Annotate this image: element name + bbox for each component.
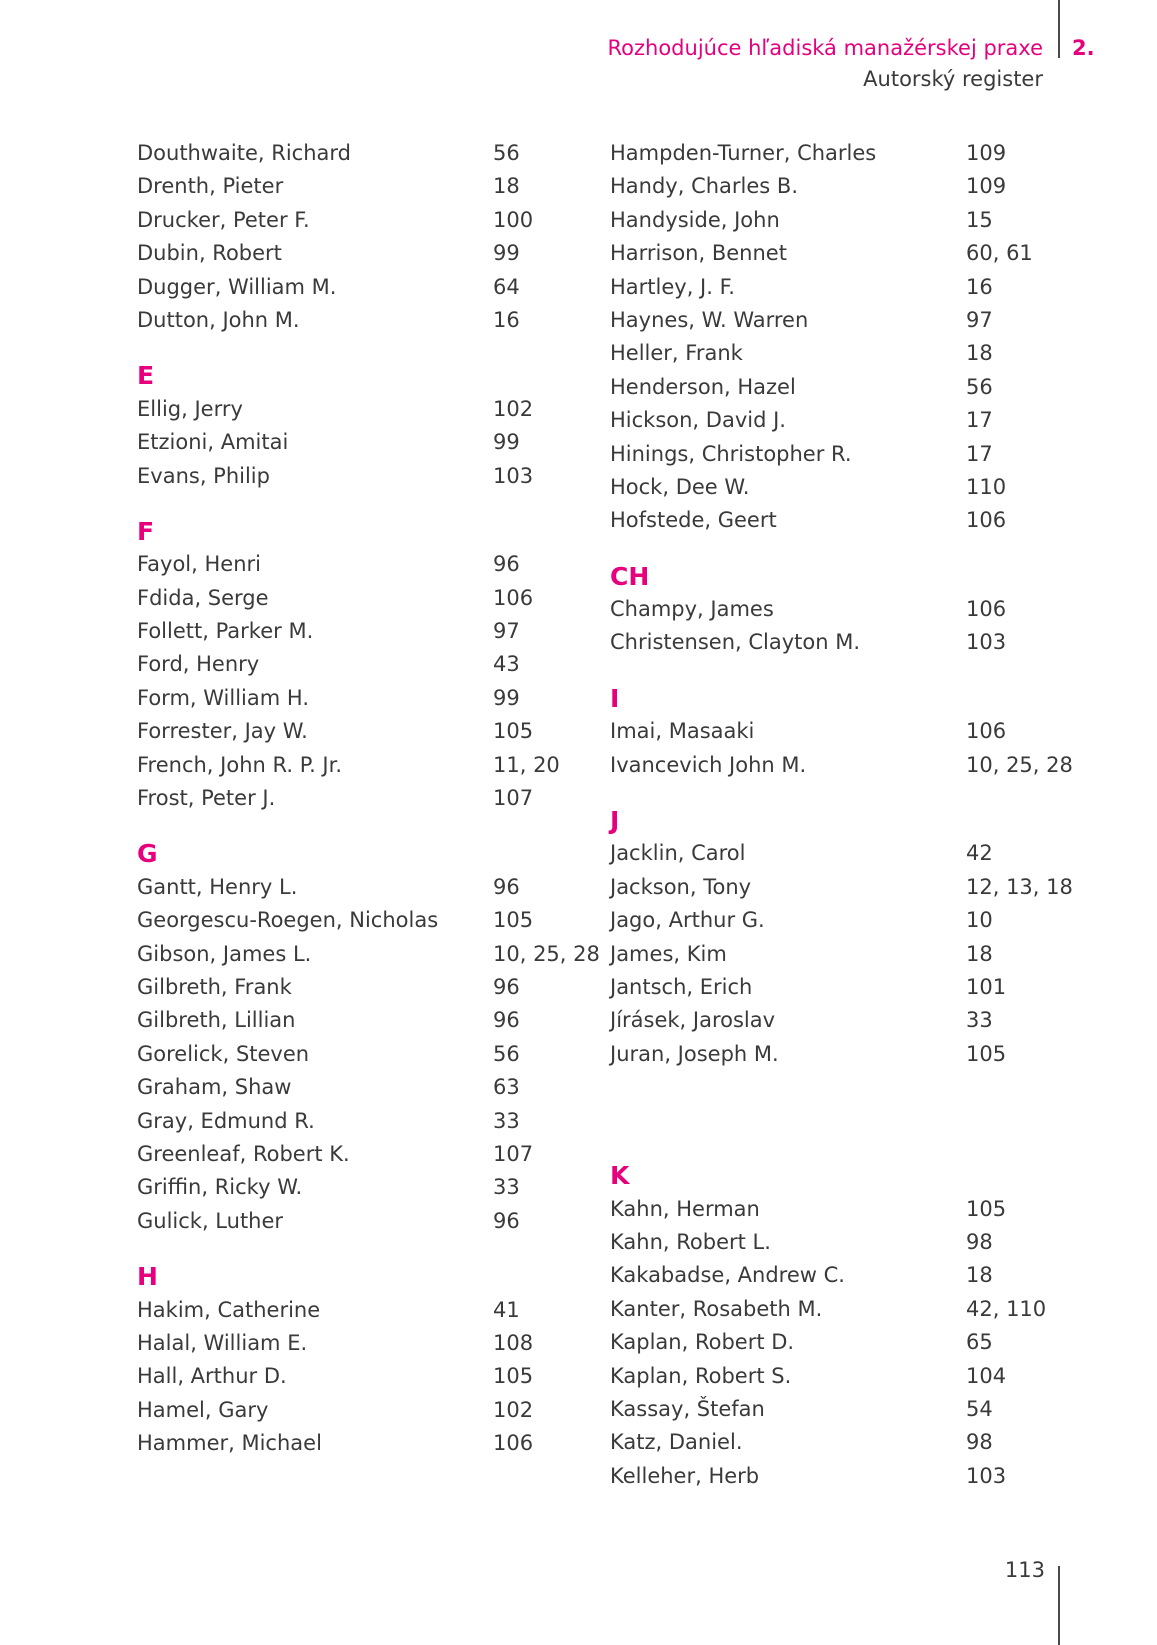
author-name: Hamel, Gary	[137, 1397, 269, 1422]
index-entry	[137, 615, 607, 648]
index-entry	[137, 204, 607, 237]
author-name: Georgescu-Roegen, Nicholas	[137, 908, 439, 933]
index-section-letter: I	[610, 683, 620, 713]
author-name: Champy, James	[610, 597, 774, 622]
section-spacer	[137, 337, 607, 359]
section-spacer	[610, 538, 1080, 560]
author-name: Drenth, Pieter	[137, 174, 284, 199]
index-entry	[610, 271, 1080, 304]
index-entry	[137, 1294, 607, 1327]
page-references: 101	[966, 974, 1007, 999]
author-name: Jackson, Tony	[610, 874, 752, 899]
page-references: 65	[966, 1330, 993, 1355]
index-section-letter: CH	[610, 561, 650, 591]
index-column-right	[610, 137, 1080, 1493]
page-references: 33	[493, 1108, 520, 1133]
page-references: 10	[966, 908, 993, 933]
index-section-letter: H	[137, 1262, 158, 1292]
author-name: Jago, Arthur G.	[610, 908, 765, 933]
page-references: 16	[966, 274, 993, 299]
author-name: Kaplan, Robert D.	[610, 1330, 795, 1355]
index-entry	[137, 1394, 607, 1427]
page-references: 96	[493, 1208, 520, 1233]
index-entry	[137, 904, 607, 937]
author-name: Kassay, Štefan	[610, 1396, 765, 1421]
author-name: Haynes, W. Warren	[610, 307, 809, 332]
index-entry	[610, 904, 1080, 937]
page-references: 105	[966, 1041, 1007, 1066]
index-entry	[137, 1138, 607, 1171]
page-references: 102	[493, 1397, 534, 1422]
page-references: 42	[966, 841, 993, 866]
author-name: Dubin, Robert	[137, 241, 282, 266]
index-entry	[137, 304, 607, 337]
page-references: 64	[493, 274, 520, 299]
author-name: Follett, Parker M.	[137, 619, 314, 644]
section-spacer	[610, 782, 1080, 804]
page-references: 18	[966, 941, 993, 966]
page-references: 97	[966, 307, 993, 332]
running-header-title: Rozhodujúce hľadiská manažérskej praxe	[607, 36, 1043, 60]
page-references: 99	[493, 685, 520, 710]
index-entry	[610, 204, 1080, 237]
index-entry	[137, 715, 607, 748]
author-name: Imai, Masaaki	[610, 719, 755, 744]
page-references: 17	[966, 441, 993, 466]
index-entry	[137, 1038, 607, 1071]
page-references: 33	[966, 1008, 993, 1033]
index-entry	[610, 237, 1080, 270]
index-section-letter: G	[137, 839, 158, 869]
author-name: Form, William H.	[137, 685, 309, 710]
author-name: Fdida, Serge	[137, 585, 269, 610]
page-references: 106	[493, 1431, 534, 1456]
index-entry	[610, 1004, 1080, 1037]
page-references: 105	[493, 719, 534, 744]
author-name: Jírásek, Jaroslav	[610, 1008, 776, 1033]
page-references: 110	[966, 474, 1007, 499]
page-references: 106	[966, 508, 1007, 533]
author-name: Dutton, John M.	[137, 307, 300, 332]
author-name: Ford, Henry	[137, 652, 260, 677]
index-entry	[137, 426, 607, 459]
page-references: 100	[493, 207, 534, 232]
index-entry	[610, 504, 1080, 537]
author-name: Graham, Shaw	[137, 1075, 292, 1100]
index-entry	[610, 938, 1080, 971]
page-references: 15	[966, 207, 993, 232]
page-references: 106	[966, 597, 1007, 622]
index-entry	[610, 438, 1080, 471]
page-references: 108	[493, 1330, 534, 1355]
author-name: Greenleaf, Robert K.	[137, 1141, 350, 1166]
section-spacer	[137, 815, 607, 837]
index-entry	[610, 715, 1080, 748]
index-entry	[610, 1393, 1080, 1426]
author-name: Ellig, Jerry	[137, 396, 243, 421]
author-name: Hall, Arthur D.	[137, 1364, 287, 1389]
author-name: Jantsch, Erich	[610, 974, 753, 999]
page-references: 103	[966, 630, 1007, 655]
index-entry	[610, 1226, 1080, 1259]
page-references: 96	[493, 874, 520, 899]
page-references: 97	[493, 619, 520, 644]
page-references: 41	[493, 1297, 520, 1322]
index-entry	[610, 1038, 1080, 1071]
page-references: 60, 61	[966, 241, 1033, 266]
header-divider-rule	[1058, 0, 1060, 58]
index-entry	[137, 1360, 607, 1393]
author-name: James, Kim	[610, 941, 727, 966]
page-references: 33	[493, 1175, 520, 1200]
page-references: 96	[493, 552, 520, 577]
author-name: Forrester, Jay W.	[137, 719, 308, 744]
author-name: Kanter, Rosabeth M.	[610, 1296, 823, 1321]
page-references: 43	[493, 652, 520, 677]
index-entry	[610, 471, 1080, 504]
page-references: 102	[493, 396, 534, 421]
page-references: 42, 110	[966, 1296, 1047, 1321]
index-entry	[137, 460, 607, 493]
page-references: 56	[493, 1041, 520, 1066]
author-name: Etzioni, Amitai	[137, 430, 289, 455]
section-spacer	[610, 1137, 1080, 1159]
page-references: 96	[493, 974, 520, 999]
index-entry	[137, 1205, 607, 1238]
author-name: Katz, Daniel.	[610, 1430, 743, 1455]
page-references: 98	[966, 1229, 993, 1254]
page-references: 54	[966, 1396, 993, 1421]
index-entry	[610, 1326, 1080, 1359]
index-entry	[610, 337, 1080, 370]
author-name: Kaplan, Robert S.	[610, 1363, 792, 1388]
section-spacer	[137, 493, 607, 515]
index-entry	[137, 938, 607, 971]
section-spacer	[610, 1093, 1080, 1115]
page-references: 109	[966, 141, 1007, 165]
author-name: Fayol, Henri	[137, 552, 261, 577]
author-name: Hofstede, Geert	[610, 508, 777, 533]
page-references: 99	[493, 241, 520, 266]
author-name: Kelleher, Herb	[610, 1463, 760, 1488]
author-name: Handy, Charles B.	[610, 174, 799, 199]
index-entry	[137, 1071, 607, 1104]
index-section-letter: J	[610, 806, 620, 836]
index-entry	[610, 1193, 1080, 1226]
author-name: Hammer, Michael	[137, 1431, 322, 1456]
index-entry	[610, 304, 1080, 337]
author-name: Kahn, Herman	[610, 1196, 760, 1221]
author-name: French, John R. P. Jr.	[137, 752, 343, 777]
index-entry	[610, 1426, 1080, 1459]
index-column-left	[137, 137, 607, 1460]
section-spacer	[610, 1071, 1080, 1093]
page-references: 107	[493, 786, 534, 811]
index-entry	[137, 271, 607, 304]
index-entry	[610, 626, 1080, 659]
index-entry	[610, 837, 1080, 870]
author-name: Hickson, David J.	[610, 408, 786, 433]
page-references: 105	[493, 908, 534, 933]
page-references: 10, 25, 28	[966, 752, 1073, 777]
index-entry	[137, 1171, 607, 1204]
author-name: Drucker, Peter F.	[137, 207, 310, 232]
author-name: Evans, Philip	[137, 463, 270, 488]
index-section-letter: E	[137, 361, 155, 391]
index-section-letter: K	[610, 1161, 630, 1191]
index-entry	[610, 1360, 1080, 1393]
index-entry	[137, 648, 607, 681]
author-name: Juran, Joseph M.	[610, 1041, 779, 1066]
index-entry	[610, 971, 1080, 1004]
index-entry	[610, 1460, 1080, 1493]
page-references: 17	[966, 408, 993, 433]
page-references: 105	[493, 1364, 534, 1389]
author-name: Dugger, William M.	[137, 274, 337, 299]
page-references: 105	[966, 1196, 1007, 1221]
index-entry	[610, 170, 1080, 203]
index-entry	[137, 1105, 607, 1138]
index-entry	[610, 371, 1080, 404]
index-section-letter: F	[137, 516, 155, 546]
author-name: Hartley, J. F.	[610, 274, 735, 299]
page-references: 107	[493, 1141, 534, 1166]
page-references: 99	[493, 430, 520, 455]
index-entry	[610, 1259, 1080, 1292]
page-references: 103	[493, 463, 534, 488]
index-entry	[610, 1293, 1080, 1326]
index-entry	[137, 871, 607, 904]
index-entry	[137, 393, 607, 426]
author-name: Griffin, Ricky W.	[137, 1175, 303, 1200]
page-references: 109	[966, 174, 1007, 199]
author-name: Halal, William E.	[137, 1330, 308, 1355]
index-entry	[610, 137, 1080, 170]
page-references: 106	[493, 585, 534, 610]
page-references: 104	[966, 1363, 1007, 1388]
page-references: 106	[966, 719, 1007, 744]
chapter-number: 2.	[1072, 36, 1095, 60]
page-references: 56	[493, 141, 520, 165]
page-references: 103	[966, 1463, 1007, 1488]
index-entry	[610, 593, 1080, 626]
page-number: 113	[1004, 1558, 1045, 1582]
page-references: 11, 20	[493, 752, 560, 777]
page-references: 63	[493, 1075, 520, 1100]
author-name: Gulick, Luther	[137, 1208, 284, 1233]
author-name: Hampden-Turner, Charles	[610, 141, 877, 165]
page-references: 18	[493, 174, 520, 199]
page-references: 16	[493, 307, 520, 332]
author-name: Hakim, Catherine	[137, 1297, 321, 1322]
index-entry	[610, 871, 1080, 904]
author-name: Gorelick, Steven	[137, 1041, 310, 1066]
author-name: Jacklin, Carol	[610, 841, 746, 866]
index-entry	[137, 582, 607, 615]
index-entry	[137, 1004, 607, 1037]
index-entry	[137, 1327, 607, 1360]
author-name: Gilbreth, Frank	[137, 974, 292, 999]
index-entry	[137, 170, 607, 203]
section-spacer	[610, 1115, 1080, 1137]
page-references: 10, 25, 28	[493, 941, 600, 966]
index-entry	[137, 237, 607, 270]
author-name: Gantt, Henry L.	[137, 874, 298, 899]
index-entry	[137, 1427, 607, 1460]
author-name: Ivancevich John M.	[610, 752, 807, 777]
page-references: 98	[966, 1430, 993, 1455]
author-name: Gibson, James L.	[137, 941, 312, 966]
running-header-subtitle: Autorský register	[863, 67, 1043, 91]
author-name: Harrison, Bennet	[610, 241, 787, 266]
page-references: 18	[966, 1263, 993, 1288]
page-references: 12, 13, 18	[966, 874, 1073, 899]
author-name: Handyside, John	[610, 207, 780, 232]
author-name: Christensen, Clayton M.	[610, 630, 861, 655]
author-name: Hock, Dee W.	[610, 474, 750, 499]
page-references: 96	[493, 1008, 520, 1033]
index-entry	[137, 137, 607, 170]
index-entry	[610, 404, 1080, 437]
author-name: Gray, Edmund R.	[137, 1108, 315, 1133]
index-entry	[137, 749, 607, 782]
index-entry	[137, 682, 607, 715]
author-name: Douthwaite, Richard	[137, 141, 351, 165]
section-spacer	[610, 660, 1080, 682]
author-name: Heller, Frank	[610, 341, 743, 366]
page-references: 56	[966, 374, 993, 399]
author-name: Kahn, Robert L.	[610, 1229, 771, 1254]
author-name: Gilbreth, Lillian	[137, 1008, 296, 1033]
section-spacer	[137, 1238, 607, 1260]
index-entry	[137, 782, 607, 815]
author-name: Frost, Peter J.	[137, 786, 276, 811]
footer-divider-rule	[1058, 1566, 1060, 1645]
page-references: 18	[966, 341, 993, 366]
author-name: Hinings, Christopher R.	[610, 441, 852, 466]
index-entry	[137, 971, 607, 1004]
author-name: Kakabadse, Andrew C.	[610, 1263, 845, 1288]
author-name: Henderson, Hazel	[610, 374, 796, 399]
index-entry	[610, 749, 1080, 782]
index-entry	[137, 548, 607, 581]
